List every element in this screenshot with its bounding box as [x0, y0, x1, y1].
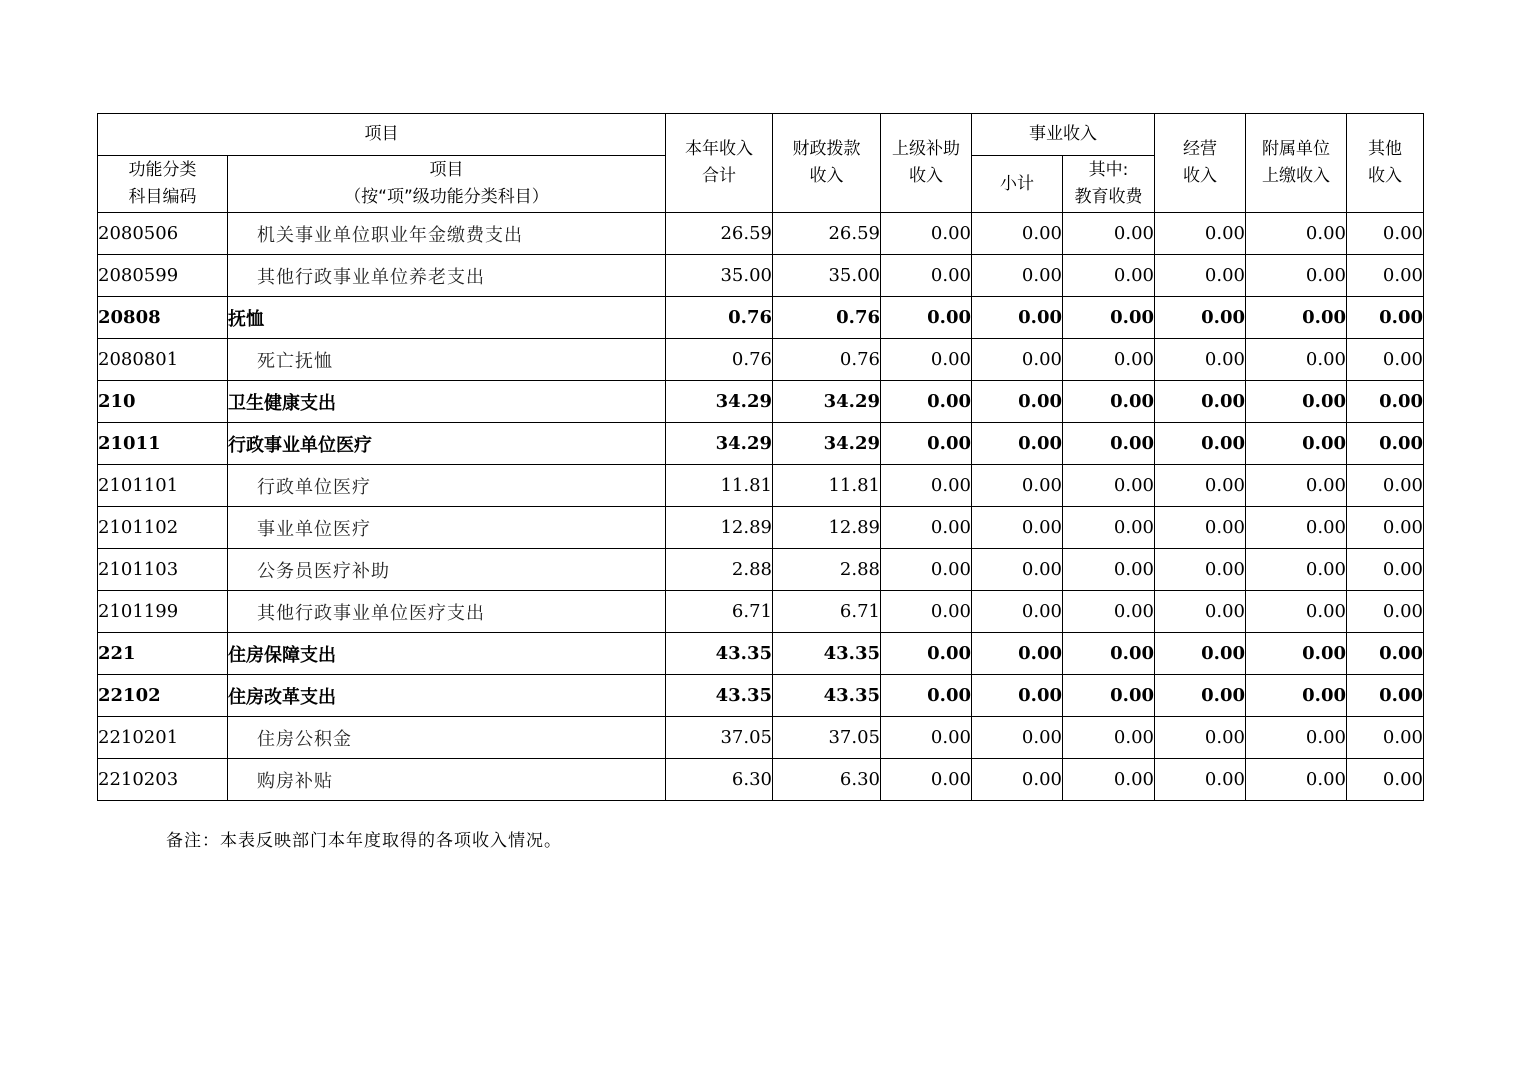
- row-value: 2.88: [773, 549, 881, 591]
- row-code: 210: [98, 381, 228, 423]
- row-value: 0.00: [881, 675, 972, 717]
- header-affiliated-income: 附属单位 上缴收入: [1246, 114, 1347, 213]
- row-value: 0.00: [1063, 213, 1155, 255]
- table-row: [98, 213, 1424, 255]
- header-other-income: 其他 收入: [1347, 114, 1424, 213]
- row-item-name: 住房保障支出: [228, 633, 666, 675]
- row-value: 37.05: [666, 717, 773, 759]
- row-value: 34.29: [666, 423, 773, 465]
- row-item-name: 住房改革支出: [228, 675, 666, 717]
- row-value: 0.00: [1063, 297, 1155, 339]
- row-value: 0.00: [881, 591, 972, 633]
- header-total-income: 本年收入 合计: [666, 114, 773, 213]
- row-value: 0.00: [881, 549, 972, 591]
- row-value: 6.30: [773, 759, 881, 801]
- row-value: 0.00: [1063, 549, 1155, 591]
- row-item-name: 其他行政事业单位医疗支出: [228, 591, 666, 633]
- row-value: 0.00: [1347, 507, 1424, 549]
- row-value: 0.00: [972, 339, 1063, 381]
- row-code: 221: [98, 633, 228, 675]
- row-code: 2101102: [98, 507, 228, 549]
- row-value: 0.00: [881, 759, 972, 801]
- row-value: 0.00: [1246, 633, 1347, 675]
- row-item-name: 机关事业单位职业年金缴费支出: [228, 213, 666, 255]
- row-code: 2101103: [98, 549, 228, 591]
- row-value: 0.00: [881, 717, 972, 759]
- row-value: 0.00: [972, 675, 1063, 717]
- row-item-name: 卫生健康支出: [228, 381, 666, 423]
- row-value: 0.00: [1155, 465, 1246, 507]
- row-item-name: 行政单位医疗: [228, 465, 666, 507]
- row-value: 0.00: [1063, 717, 1155, 759]
- row-code: 2080506: [98, 213, 228, 255]
- header-fiscal-appropriation: 财政拨款 收入: [773, 114, 881, 213]
- row-value: 26.59: [773, 213, 881, 255]
- row-value: 0.00: [1155, 423, 1246, 465]
- row-code: 2101101: [98, 465, 228, 507]
- table-row: [98, 549, 1424, 591]
- row-value: 0.00: [1063, 633, 1155, 675]
- row-value: 6.71: [773, 591, 881, 633]
- row-value: 37.05: [773, 717, 881, 759]
- row-value: 0.00: [1347, 423, 1424, 465]
- row-value: 0.00: [1347, 255, 1424, 297]
- row-value: 0.00: [1155, 381, 1246, 423]
- header-operating-income: 经营 收入: [1155, 114, 1246, 213]
- row-value: 0.00: [1155, 339, 1246, 381]
- row-value: 0.00: [881, 423, 972, 465]
- row-value: 0.00: [1063, 423, 1155, 465]
- row-value: 0.00: [1347, 549, 1424, 591]
- row-value: 0.00: [1063, 675, 1155, 717]
- row-item-name: 抚恤: [228, 297, 666, 339]
- row-value: 0.00: [1246, 297, 1347, 339]
- table-body: [98, 213, 1424, 801]
- row-value: 0.00: [972, 423, 1063, 465]
- row-value: 6.30: [666, 759, 773, 801]
- header-item-group: 项目: [98, 114, 666, 156]
- row-value: 0.00: [1246, 465, 1347, 507]
- row-value: 34.29: [773, 381, 881, 423]
- row-code: 2210203: [98, 759, 228, 801]
- row-value: 0.00: [1347, 759, 1424, 801]
- row-value: 34.29: [666, 381, 773, 423]
- row-value: 0.76: [666, 297, 773, 339]
- row-value: 0.00: [1155, 507, 1246, 549]
- row-value: 0.00: [972, 507, 1063, 549]
- row-value: 0.00: [1246, 759, 1347, 801]
- row-code: 2101199: [98, 591, 228, 633]
- row-value: 0.00: [1347, 213, 1424, 255]
- row-value: 0.00: [1246, 549, 1347, 591]
- row-value: 0.00: [1063, 507, 1155, 549]
- table-header: [98, 114, 1424, 213]
- table-row: [98, 633, 1424, 675]
- row-value: 43.35: [773, 633, 881, 675]
- row-code: 22102: [98, 675, 228, 717]
- row-value: 0.00: [972, 381, 1063, 423]
- row-value: 0.00: [1246, 675, 1347, 717]
- row-value: 0.00: [881, 255, 972, 297]
- row-value: 0.00: [881, 465, 972, 507]
- row-value: 0.00: [972, 255, 1063, 297]
- row-value: 0.00: [1155, 675, 1246, 717]
- row-value: 0.00: [972, 591, 1063, 633]
- row-item-name: 行政事业单位医疗: [228, 423, 666, 465]
- row-item-name: 住房公积金: [228, 717, 666, 759]
- row-value: 0.00: [1063, 465, 1155, 507]
- income-table: [97, 113, 1424, 801]
- table-row: [98, 591, 1424, 633]
- row-value: 0.00: [972, 633, 1063, 675]
- row-value: 0.00: [1063, 759, 1155, 801]
- row-value: 0.00: [1246, 423, 1347, 465]
- table-row: [98, 465, 1424, 507]
- row-value: 0.00: [1246, 339, 1347, 381]
- row-value: 0.00: [1155, 591, 1246, 633]
- row-value: 0.00: [881, 633, 972, 675]
- table-row: [98, 717, 1424, 759]
- row-value: 0.00: [972, 297, 1063, 339]
- row-item-name: 死亡抚恤: [228, 339, 666, 381]
- header-education-fee: 其中: 教育收费: [1063, 156, 1155, 213]
- header-business-income: 事业收入: [972, 114, 1155, 156]
- row-value: 0.00: [1063, 591, 1155, 633]
- row-value: 0.00: [1155, 213, 1246, 255]
- row-value: 43.35: [666, 633, 773, 675]
- row-item-name: 购房补贴: [228, 759, 666, 801]
- row-value: 34.29: [773, 423, 881, 465]
- row-item-name: 公务员医疗补助: [228, 549, 666, 591]
- row-value: 0.00: [1347, 381, 1424, 423]
- row-value: 0.00: [1347, 633, 1424, 675]
- row-value: 0.00: [1246, 381, 1347, 423]
- row-code: 21011: [98, 423, 228, 465]
- row-value: 0.00: [1063, 339, 1155, 381]
- row-value: 0.00: [1155, 255, 1246, 297]
- row-value: 0.00: [1347, 465, 1424, 507]
- row-value: 43.35: [773, 675, 881, 717]
- row-value: 0.00: [1063, 255, 1155, 297]
- header-superior-subsidy: 上级补助 收入: [881, 114, 972, 213]
- table-row: [98, 675, 1424, 717]
- row-value: 6.71: [666, 591, 773, 633]
- row-value: 0.76: [773, 297, 881, 339]
- row-code: 2210201: [98, 717, 228, 759]
- row-code: 20808: [98, 297, 228, 339]
- row-value: 0.00: [881, 339, 972, 381]
- table-row: [98, 255, 1424, 297]
- row-value: 35.00: [773, 255, 881, 297]
- table-row: [98, 381, 1424, 423]
- table-row: [98, 297, 1424, 339]
- row-value: 0.00: [1246, 507, 1347, 549]
- row-value: 0.00: [1347, 591, 1424, 633]
- row-value: 0.00: [1155, 633, 1246, 675]
- row-value: 0.00: [1155, 549, 1246, 591]
- row-value: 0.00: [972, 759, 1063, 801]
- row-value: 12.89: [666, 507, 773, 549]
- row-value: 26.59: [666, 213, 773, 255]
- row-value: 0.00: [1347, 675, 1424, 717]
- table-row: [98, 507, 1424, 549]
- row-value: 11.81: [773, 465, 881, 507]
- row-value: 0.00: [1347, 339, 1424, 381]
- row-item-name: 其他行政事业单位养老支出: [228, 255, 666, 297]
- footnote: 备注：本表反映部门本年度取得的各项收入情况。: [166, 831, 562, 851]
- row-code: 2080801: [98, 339, 228, 381]
- row-value: 0.00: [1347, 717, 1424, 759]
- row-value: 0.00: [1347, 297, 1424, 339]
- row-value: 0.00: [1155, 297, 1246, 339]
- row-value: 35.00: [666, 255, 773, 297]
- row-value: 0.00: [1246, 255, 1347, 297]
- table-row: [98, 759, 1424, 801]
- row-value: 0.00: [881, 213, 972, 255]
- row-value: 0.00: [1246, 717, 1347, 759]
- table-row: [98, 339, 1424, 381]
- row-value: 0.00: [972, 465, 1063, 507]
- row-value: 0.76: [773, 339, 881, 381]
- row-value: 43.35: [666, 675, 773, 717]
- header-item-name: 项目 （按“项”级功能分类科目）: [228, 156, 666, 213]
- row-value: 0.00: [1063, 381, 1155, 423]
- row-value: 0.00: [881, 381, 972, 423]
- row-value: 0.76: [666, 339, 773, 381]
- row-value: 0.00: [972, 717, 1063, 759]
- row-value: 0.00: [1155, 717, 1246, 759]
- table-row: [98, 423, 1424, 465]
- row-value: 0.00: [881, 297, 972, 339]
- row-value: 2.88: [666, 549, 773, 591]
- row-code: 2080599: [98, 255, 228, 297]
- row-value: 0.00: [1246, 591, 1347, 633]
- row-value: 12.89: [773, 507, 881, 549]
- row-value: 0.00: [972, 213, 1063, 255]
- header-code: 功能分类 科目编码: [98, 156, 228, 213]
- row-value: 0.00: [881, 507, 972, 549]
- header-subtotal: 小计: [972, 156, 1063, 213]
- row-value: 11.81: [666, 465, 773, 507]
- row-value: 0.00: [1155, 759, 1246, 801]
- row-value: 0.00: [972, 549, 1063, 591]
- row-item-name: 事业单位医疗: [228, 507, 666, 549]
- row-value: 0.00: [1246, 213, 1347, 255]
